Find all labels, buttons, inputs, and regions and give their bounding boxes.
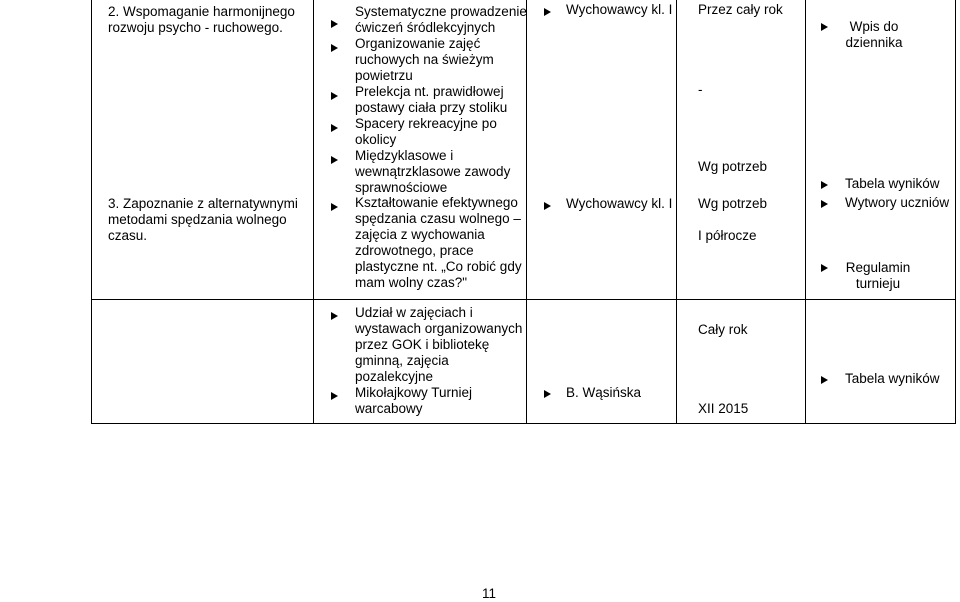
term-text: Przez cały rok (698, 2, 783, 17)
task-item: Prelekcja nt. prawidłowej postawy ciała przy stoliku (355, 84, 508, 115)
bullet-icon (821, 376, 828, 384)
evaluation-item: Tabela wyników (845, 176, 940, 191)
page-number: 11 (482, 586, 497, 601)
task-item: Spacery rekreacyjne po okolicy (355, 116, 497, 147)
col-divider-4 (805, 0, 806, 423)
task-item: Międzyklasowe i wewnątrzklasowe zawody sprawnościowe (355, 148, 511, 195)
bullet-icon (821, 200, 828, 208)
responsible-person: B. Wąsińska (566, 385, 642, 400)
bullet-icon (331, 124, 338, 132)
bullet-icon (331, 92, 338, 100)
responsible-person: Wychowawcy kl. I (566, 2, 673, 17)
bullet-icon (331, 203, 338, 211)
bullet-icon (544, 202, 551, 210)
task-item: Udział w zajęciach i wystawach organizowanych przez GOK i bibliotekę gminną, zajęcia pozalekcyjne (355, 305, 523, 384)
task-item: Organizowanie zajęć ruchowych na świeżym powietrzu (355, 36, 494, 83)
bullet-icon (331, 392, 338, 400)
bullet-icon (331, 20, 338, 28)
evaluation-item: Wpis do dziennika (845, 19, 903, 50)
bullet-icon (544, 390, 551, 398)
task-item: Systematyczne prowadzenie ćwiczeń śródlekcyjnych (355, 4, 527, 35)
term-text: XII 2015 (698, 401, 749, 416)
evaluation-item: Regulamin turnieju (845, 260, 911, 291)
term-text: I półrocze (698, 228, 757, 243)
goal-item-3: 3. Zapoznanie z alternatywnymi metodami spędzania wolnego czasu. (108, 196, 298, 243)
evaluation-item: Wytwory uczniów (845, 195, 950, 210)
term-text: Wg potrzeb (698, 159, 768, 174)
col-divider-2 (526, 0, 527, 423)
task-item: Mikołajkowy Turniej warcabowy (355, 385, 473, 416)
bullet-icon (331, 156, 338, 164)
bullet-icon (821, 181, 828, 189)
table-border-right (955, 0, 956, 423)
bullet-icon (821, 264, 828, 272)
bullet-icon (331, 312, 338, 320)
term-text: Cały rok (698, 322, 748, 337)
table-border-bottom (91, 423, 956, 424)
col-divider-3 (676, 0, 677, 423)
bullet-icon (821, 23, 828, 31)
term-text: - (698, 82, 703, 97)
col-divider-1 (313, 0, 314, 423)
responsible-person: Wychowawcy kl. I (566, 196, 673, 211)
term-text: Wg potrzeb (698, 196, 768, 211)
table-border-left (91, 0, 92, 423)
bullet-icon (544, 8, 551, 16)
goal-item-2: 2. Wspomaganie harmonijnego rozwoju psycho - ruchowego. (108, 4, 295, 35)
row-divider (91, 299, 956, 300)
bullet-icon (331, 44, 338, 52)
evaluation-item: Tabela wyników (845, 371, 940, 386)
task-item: Kształtowanie efektywnego spędzania czasu wolnego – zajęcia z wychowania zdrowotnego, prace plastyczne nt. „Co robić gdy mam wolny czas?" (355, 195, 522, 290)
